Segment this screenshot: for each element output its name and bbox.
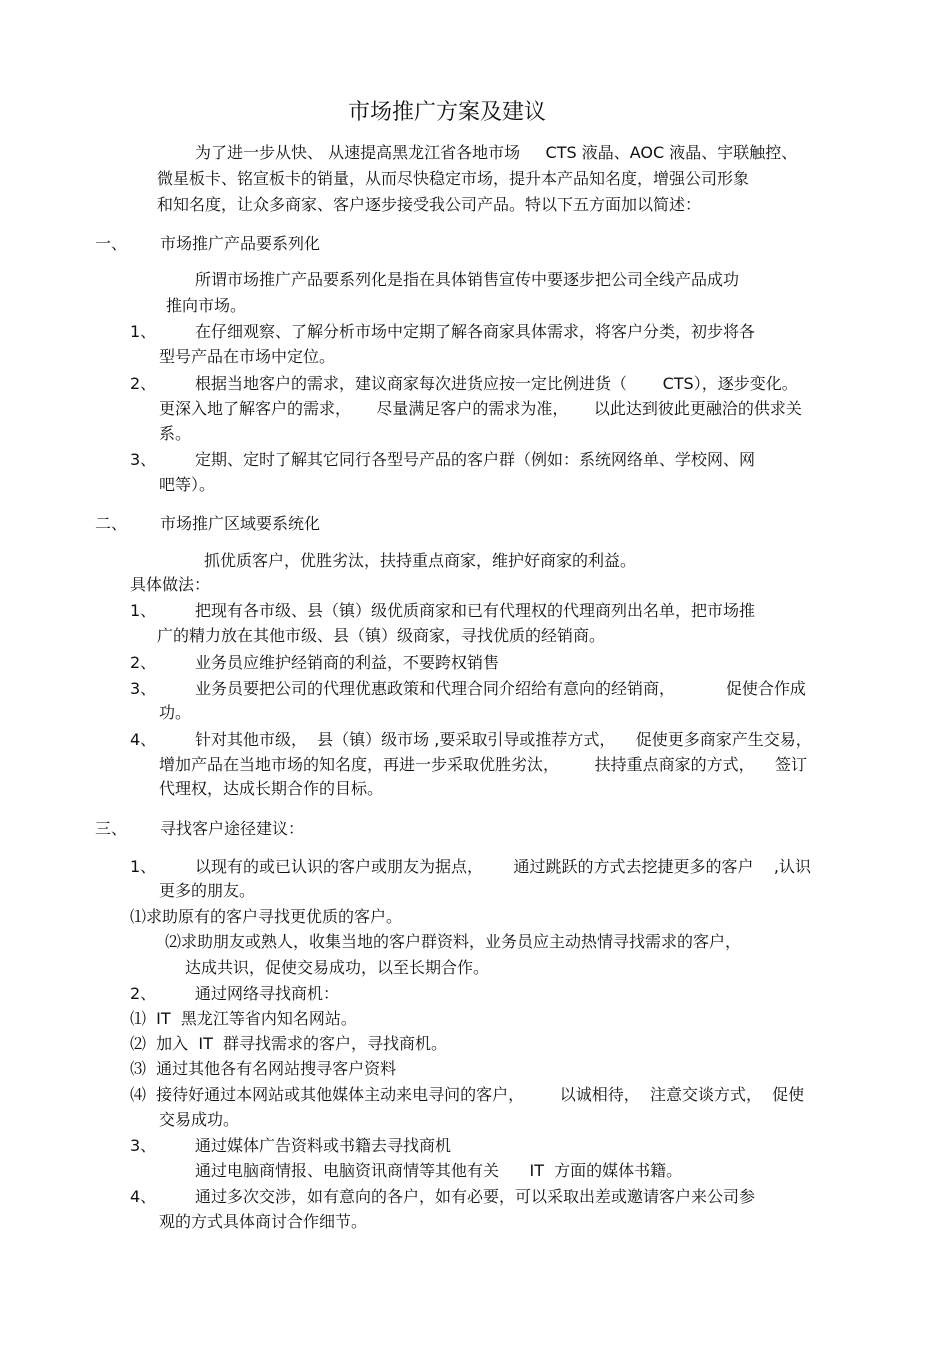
paragraph-line: 系。 xyxy=(159,424,192,443)
paragraph-line: 定期、定时了解其它同行各型号产品的客户群（例如：系统网络单、学校网、网 xyxy=(195,450,756,469)
paragraph-line: 达成共识，促使交易成功，以至长期合作。 xyxy=(185,958,490,977)
list-number: 3、 xyxy=(130,679,157,698)
paragraph-line: 以现有的或已认识的客户或朋友为据点， 通过跳跃的方式去挖捷更多的客户 ,认识 xyxy=(195,857,811,876)
paragraph-line: 在仔细观察、了解分析市场中定期了解各商家具体需求，将客户分类，初步将各 xyxy=(195,322,756,341)
paragraph-line: 推向市场。 xyxy=(166,296,247,315)
paragraph-line: 针对其他市级， 县（镇）级市场 ,要采取引导或推荐方式， 促使更多商家产生交易， xyxy=(195,730,812,749)
paragraph-line: 具体做法： xyxy=(130,575,211,594)
paragraph-line: ⑶ 通过其他各有名网站搜寻客户资料 xyxy=(130,1059,397,1078)
paragraph-line: 增加产品在当地市场的知名度，再进一步采取优胜劣汰， 扶持重点商家的方式， 签订 xyxy=(159,755,807,774)
section-number: 二、 xyxy=(95,514,128,533)
section-number: 三、 xyxy=(95,819,128,838)
list-number: 2、 xyxy=(130,374,157,393)
list-number: 2、 xyxy=(130,984,157,1003)
intro-line: 为了进一步从快、 从速提高黑龙江省各地市场 CTS 液晶、AOC 液晶、宇联触控、 xyxy=(195,143,798,162)
paragraph-line: 通过媒体广告资料或书籍去寻找商机 xyxy=(195,1136,452,1155)
paragraph-line: ⑴求助原有的客户寻找更优质的客户。 xyxy=(130,907,403,926)
paragraph-line: ⑴ IT 黑龙江等省内知名网站。 xyxy=(130,1009,357,1028)
list-number: 1、 xyxy=(130,601,157,620)
paragraph-line: 把现有各市级、县（镇）级优质商家和已有代理权的代理商列出名单，把市场推 xyxy=(195,601,756,620)
paragraph-line: 功。 xyxy=(159,703,192,722)
paragraph-line: ⑷ 接待好通过本网站或其他媒体主动来电寻问的客户， 以诚相待， 注意交谈方式， 促使 xyxy=(130,1085,805,1104)
paragraph-line: 交易成功。 xyxy=(159,1110,240,1129)
list-number: 4、 xyxy=(130,1187,157,1206)
paragraph-line: 通过网络寻找商机： xyxy=(195,984,340,1003)
paragraph-line: 业务员应维护经销商的利益，不要跨权销售 xyxy=(195,653,500,672)
paragraph-line: 业务员要把公司的代理优惠政策和代理合同介绍给有意向的经销商， 促使合作成 xyxy=(195,679,806,698)
paragraph-line: 广的精力放在其他市级、县（镇）级商家，寻找优质的经销商。 xyxy=(157,626,606,645)
paragraph-line: 观的方式具体商讨合作细节。 xyxy=(159,1212,368,1231)
paragraph-line: 吧等）。 xyxy=(159,475,216,494)
intro-line: 和知名度，让众多商家、客户逐步接受我公司产品。特以下五方面加以简述： xyxy=(157,195,702,214)
list-number: 3、 xyxy=(130,1136,157,1155)
paragraph-line: 更深入地了解客户的需求， 尽量满足客户的需求为准， 以此达到彼此更融洽的供求关 xyxy=(159,399,802,418)
section-number: 一、 xyxy=(95,234,128,253)
intro-line: 微星板卡、铭宣板卡的销量，从而尽快稳定市场，提升本产品知名度，增强公司形象 xyxy=(157,169,750,188)
document-title: 市场推广方案及建议 xyxy=(348,100,547,125)
list-number: 4、 xyxy=(130,730,157,749)
section-heading: 市场推广区域要系统化 xyxy=(160,514,321,533)
paragraph-line: ⑵求助朋友或熟人，收集当地的客户群资料，业务员应主动热情寻找需求的客户， xyxy=(165,932,742,951)
paragraph-line: 通过电脑商情报、电脑资讯商情等其他有关 IT 方面的媒体书籍。 xyxy=(195,1161,683,1180)
list-number: 3、 xyxy=(130,450,157,469)
paragraph-line: 所谓市场推广产品要系列化是指在具体销售宣传中要逐步把公司全线产品成功 xyxy=(195,270,740,289)
paragraph-line: 更多的朋友。 xyxy=(159,881,256,900)
paragraph-line: ⑵ 加入 IT 群寻找需求的客户，寻找商机。 xyxy=(130,1034,448,1053)
paragraph-line: 抓优质客户，优胜劣汰，扶持重点商家，维护好商家的利益。 xyxy=(204,551,637,570)
section-heading: 寻找客户途径建议： xyxy=(160,819,305,838)
paragraph-line: 通过多次交涉，如有意向的各户，如有必要，可以采取出差或邀请客户来公司参 xyxy=(195,1187,756,1206)
paragraph-line: 根据当地客户的需求，建议商家每次进货应按一定比例进货（ CTS），逐步变化。 xyxy=(195,374,798,393)
paragraph-line: 代理权，达成长期合作的目标。 xyxy=(159,779,384,798)
section-heading: 市场推广产品要系列化 xyxy=(160,234,321,253)
list-number: 2、 xyxy=(130,653,157,672)
list-number: 1、 xyxy=(130,857,157,876)
paragraph-line: 型号产品在市场中定位。 xyxy=(159,347,336,366)
list-number: 1、 xyxy=(130,322,157,341)
